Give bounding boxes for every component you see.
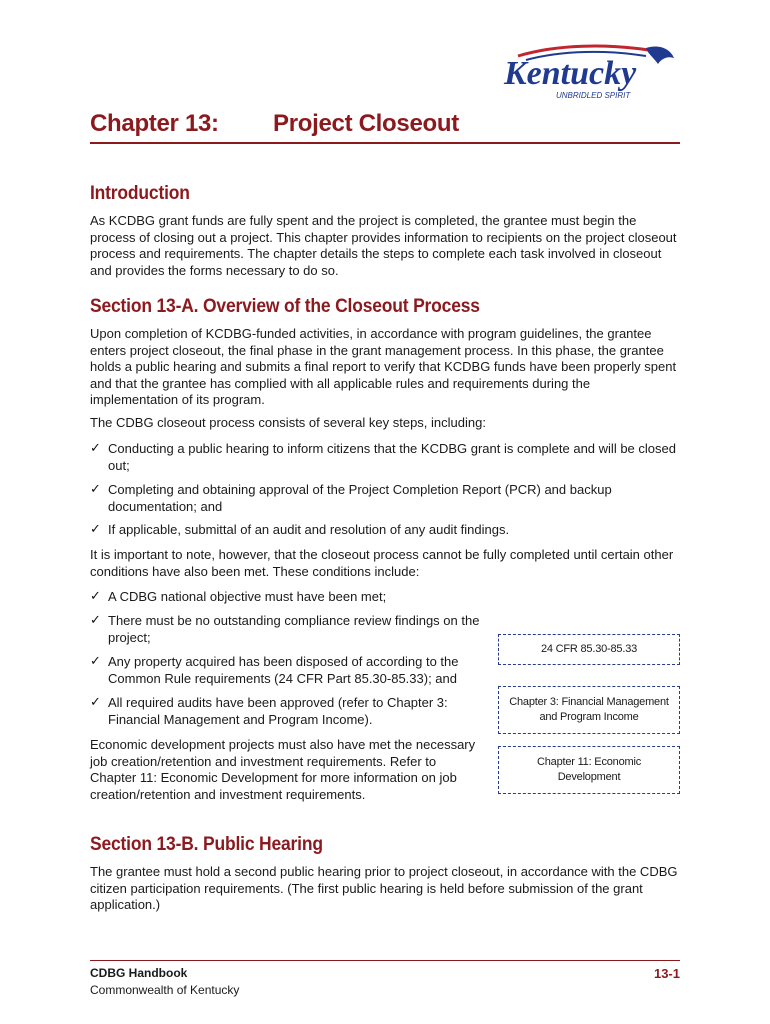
reference-box — [498, 686, 680, 734]
section-a-heading: Section 13-A. Overview of the Closeout Process — [90, 296, 480, 317]
intro-heading: Introduction — [90, 183, 190, 204]
logo-brand: Kentucky — [504, 55, 637, 92]
section-a-p2: The CDBG closeout process consists of several key steps, including: — [90, 415, 486, 430]
checkmark-icon: ✓ — [90, 522, 101, 537]
reference-text: Chapter 3: Financial Management and Program Income — [509, 696, 669, 723]
kentucky-logo — [498, 42, 683, 104]
condition-text: All required audits have been approved (refer to Chapter 3: Financial Management and Program Income). — [108, 695, 448, 727]
reference-text: Chapter 11: Economic Development — [536, 756, 642, 783]
checkmark-icon: ✓ — [90, 695, 101, 710]
step-item — [90, 482, 680, 515]
footer-title: CDBG Handbook — [90, 966, 188, 980]
checkmark-icon: ✓ — [90, 613, 101, 628]
condition-item — [90, 695, 498, 728]
condition-item — [90, 613, 498, 646]
section-a-p1: Upon completion of KCDBG-funded activities, in accordance with program guidelines, the grantee enters project closeout, the final phase in the grant management process. In this phase, the grantee holds a public hearing and submits a final report to verify that KCDBG funds have been properly spent and that the grantee has complied with all applicable rules and requirements during the implementation of its program. — [90, 326, 677, 407]
condition-text: Any property acquired has been disposed of according to the Common Rule requirements (24 CFR Part 85.30-85.33); and — [108, 654, 459, 686]
step-item — [90, 441, 680, 474]
condition-item — [90, 654, 498, 687]
condition-text: There must be no outstanding compliance review findings on the project; — [108, 613, 480, 645]
chapter-name: Project Closeout — [273, 110, 459, 137]
checkmark-icon: ✓ — [90, 589, 101, 604]
section-b-heading: Section 13-B. Public Hearing — [90, 834, 323, 855]
footer-divider — [90, 960, 680, 961]
condition-item — [90, 589, 498, 606]
intro-text: As KCDBG grant funds are fully spent and the project is completed, the grantee must begin the process of closing out a project. This chapter provides information to recipients on the project closeout process and requirements. The chapter details the steps to complete each task involved in closeout and provides the forms necessary to do so. — [90, 213, 677, 278]
section-a-p4: Economic development projects must also have met the necessary job creation/retention and investment requirements. Refer to Chapter 11: Economic Development for more information on job creation/retention and investment requirements. — [90, 737, 476, 802]
page-number: 13-1 — [653, 966, 680, 981]
checkmark-icon: ✓ — [90, 441, 101, 456]
step-text: Completing and obtaining approval of the Project Completion Report (PCR) and backup documentation; and — [108, 482, 612, 514]
checkmark-icon: ✓ — [90, 482, 101, 497]
reference-box — [498, 746, 680, 794]
footer-subtitle: Commonwealth of Kentucky — [90, 983, 240, 997]
section-a-p3: It is important to note, however, that the closeout process cannot be fully completed until certain other conditions have also been met. These conditions include: — [90, 547, 674, 579]
checkmark-icon: ✓ — [90, 654, 101, 669]
logo-tagline: UNBRIDLED SPIRIT — [556, 91, 631, 100]
section-b-p1: The grantee must hold a second public hearing prior to project closeout, in accordance with the CDBG citizen participation requirements. (The first public hearing is held before submission of the grant application.) — [90, 864, 678, 912]
chapter-title — [90, 110, 680, 144]
step-text: Conducting a public hearing to inform citizens that the KCDBG grant is complete and will be closed out; — [108, 441, 676, 473]
condition-text: A CDBG national objective must have been met; — [108, 589, 387, 604]
step-item — [90, 522, 680, 539]
chapter-number: Chapter 13: — [90, 110, 219, 137]
step-text: If applicable, submittal of an audit and resolution of any audit findings. — [108, 522, 510, 537]
reference-text: 24 CFR 85.30-85.33 — [540, 643, 638, 655]
reference-box — [498, 634, 680, 665]
